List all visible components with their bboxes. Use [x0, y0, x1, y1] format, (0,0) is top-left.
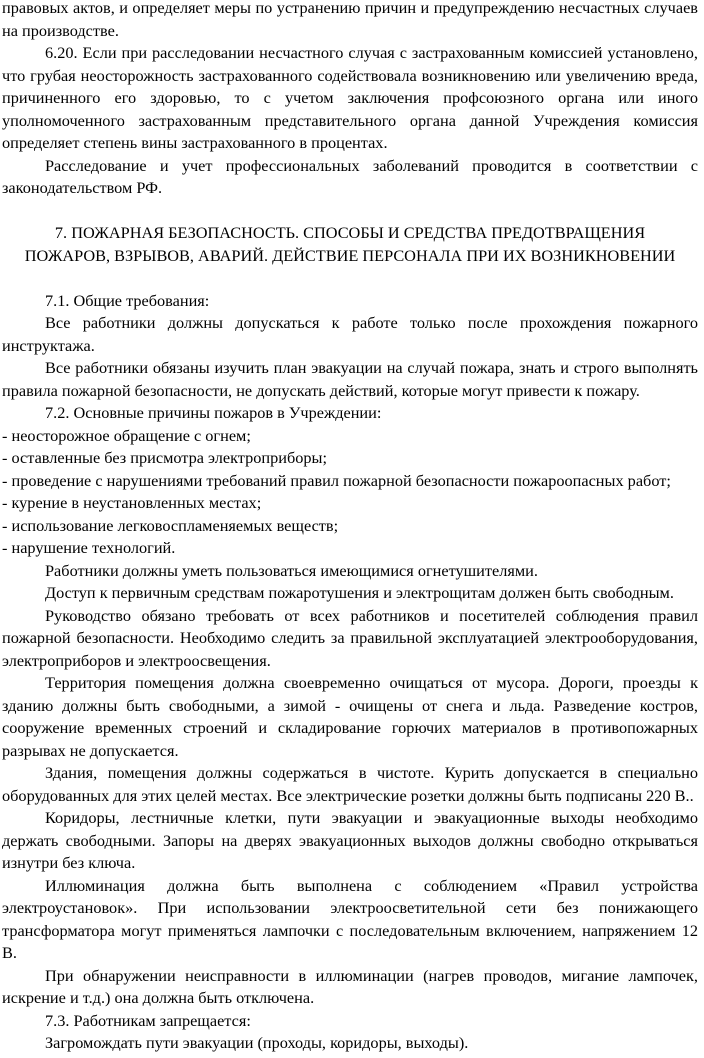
- paragraph-illumination: Иллюминация должна быть выполнена с соблюдением «Правил устройства электроустановок». При использовании электроосветительной сети без понижающего трансформатора могут применяться лампочки с последовательным включением, напряжением 12 В.: [2, 875, 698, 962]
- list-item-fire-cause-1: - неосторожное обращение с огнем;: [2, 425, 251, 445]
- paragraph-7-1: 7.1. Общие требования:: [45, 290, 210, 310]
- paragraph-territory: Территория помещения должна своевременно очищаться от мусора. Дороги, проезды к зданию должны быть свободными, а зимой - очищены от снега и льда. Разведение костров, сооружение временных строений и складирование горючих материалов в противопожарных разрывах не допускается.: [2, 673, 698, 760]
- paragraph-buildings: Здания, помещения должны содержаться в чистоте. Курить допускается в специально оборудованных для этих целей местах. Все электрические розетки должны быть подписаны 220 В..: [2, 763, 698, 805]
- paragraph-continuation: правовых актов, и определяет меры по устранению причин и предупреждению несчастных случаев на производстве.: [2, 0, 698, 40]
- list-item-fire-cause-4: - курение в неустановленных местах;: [2, 493, 262, 512]
- paragraph-evacuation-plan: Все работники обязаны изучить план эвакуации на случай пожара, знать и строго выполнять правила пожарной безопасности, не допускать действий, которые могут привести к пожару.: [2, 358, 698, 400]
- section-7-heading: [2, 222, 698, 267]
- paragraph-access: Доступ к первичным средствам пожаротушения и электрощитам должен быть свободным.: [45, 583, 674, 602]
- blank-line: [2, 200, 698, 223]
- paragraph-management: Руководство обязано требовать от всех работников и посетителей соблюдения правил пожарной безопасности. Необходимо следить за правильной эксплуатацией электрооборудования, электроприборов и электроосвещения.: [2, 605, 698, 670]
- paragraph-7-3: 7.3. Работникам запрещается:: [45, 1010, 251, 1030]
- list-item-fire-cause-2: - оставленные без присмотра электроприборы;: [2, 448, 327, 467]
- list-item-fire-cause-3: - проведение с нарушениями требований правил пожарной безопасности пожароопасных работ;: [2, 470, 671, 490]
- paragraph-fire-instruction: Все работники должны допускаться к работе только после прохождения пожарного инструктажа.: [2, 313, 698, 355]
- paragraph-illumination-fault: При обнаружении неисправности в иллюминации (нагрев проводов, мигание лампочек, искрение и т.д.) она должна быть отключена.: [2, 965, 698, 1007]
- list-item-fire-cause-6: - нарушение технологий.: [2, 538, 176, 557]
- list-item-fire-cause-5: - использование легковоспламеняемых веществ;: [2, 515, 339, 535]
- paragraph-corridors: Коридоры, лестничные клетки, пути эвакуации и эвакуационные выходы необходимо держать свободными. Запоры на дверях эвакуационных выходов должны свободно открываться изнутри без ключа.: [2, 808, 698, 872]
- section-heading-line-1: 7. ПОЖАРНАЯ БЕЗОПАСНОСТЬ. СПОСОБЫ И СРЕДСТВА ПРЕДОТВРАЩЕНИЯ: [54, 223, 646, 242]
- blank-line: [2, 267, 698, 290]
- paragraph-occupational-diseases: Расследование и учет профессиональных заболеваний проводится в соответствии с законодательством РФ.: [2, 155, 698, 197]
- paragraph-7-2: 7.2. Основные причины пожаров в Учреждении:: [45, 403, 382, 422]
- paragraph-6-20: 6.20. Если при расследовании несчастного случая с застрахованным комиссией установлено, что грубая неосторожность застрахованного содействовала возникновению или увеличению вреда, причиненного его здоровью, то с учетом заключения профсоюзного органа или иного уполномоченного застрахованным представительного органа данной Учреждения комиссия определяет степень вины застрахованного в процентах.: [2, 43, 698, 152]
- section-heading-line-2: ПОЖАРОВ, ВЗРЫВОВ, АВАРИЙ. ДЕЙСТВИЕ ПЕРСОНАЛА ПРИ ИХ ВОЗНИКНОВЕНИИ: [24, 245, 676, 265]
- paragraph-evacuation-paths: Загромождать пути эвакуации (проходы, коридоры, выходы).: [45, 1033, 469, 1052]
- paragraph-extinguishers: Работники должны уметь пользоваться имеющимися огнетушителями.: [45, 560, 538, 580]
